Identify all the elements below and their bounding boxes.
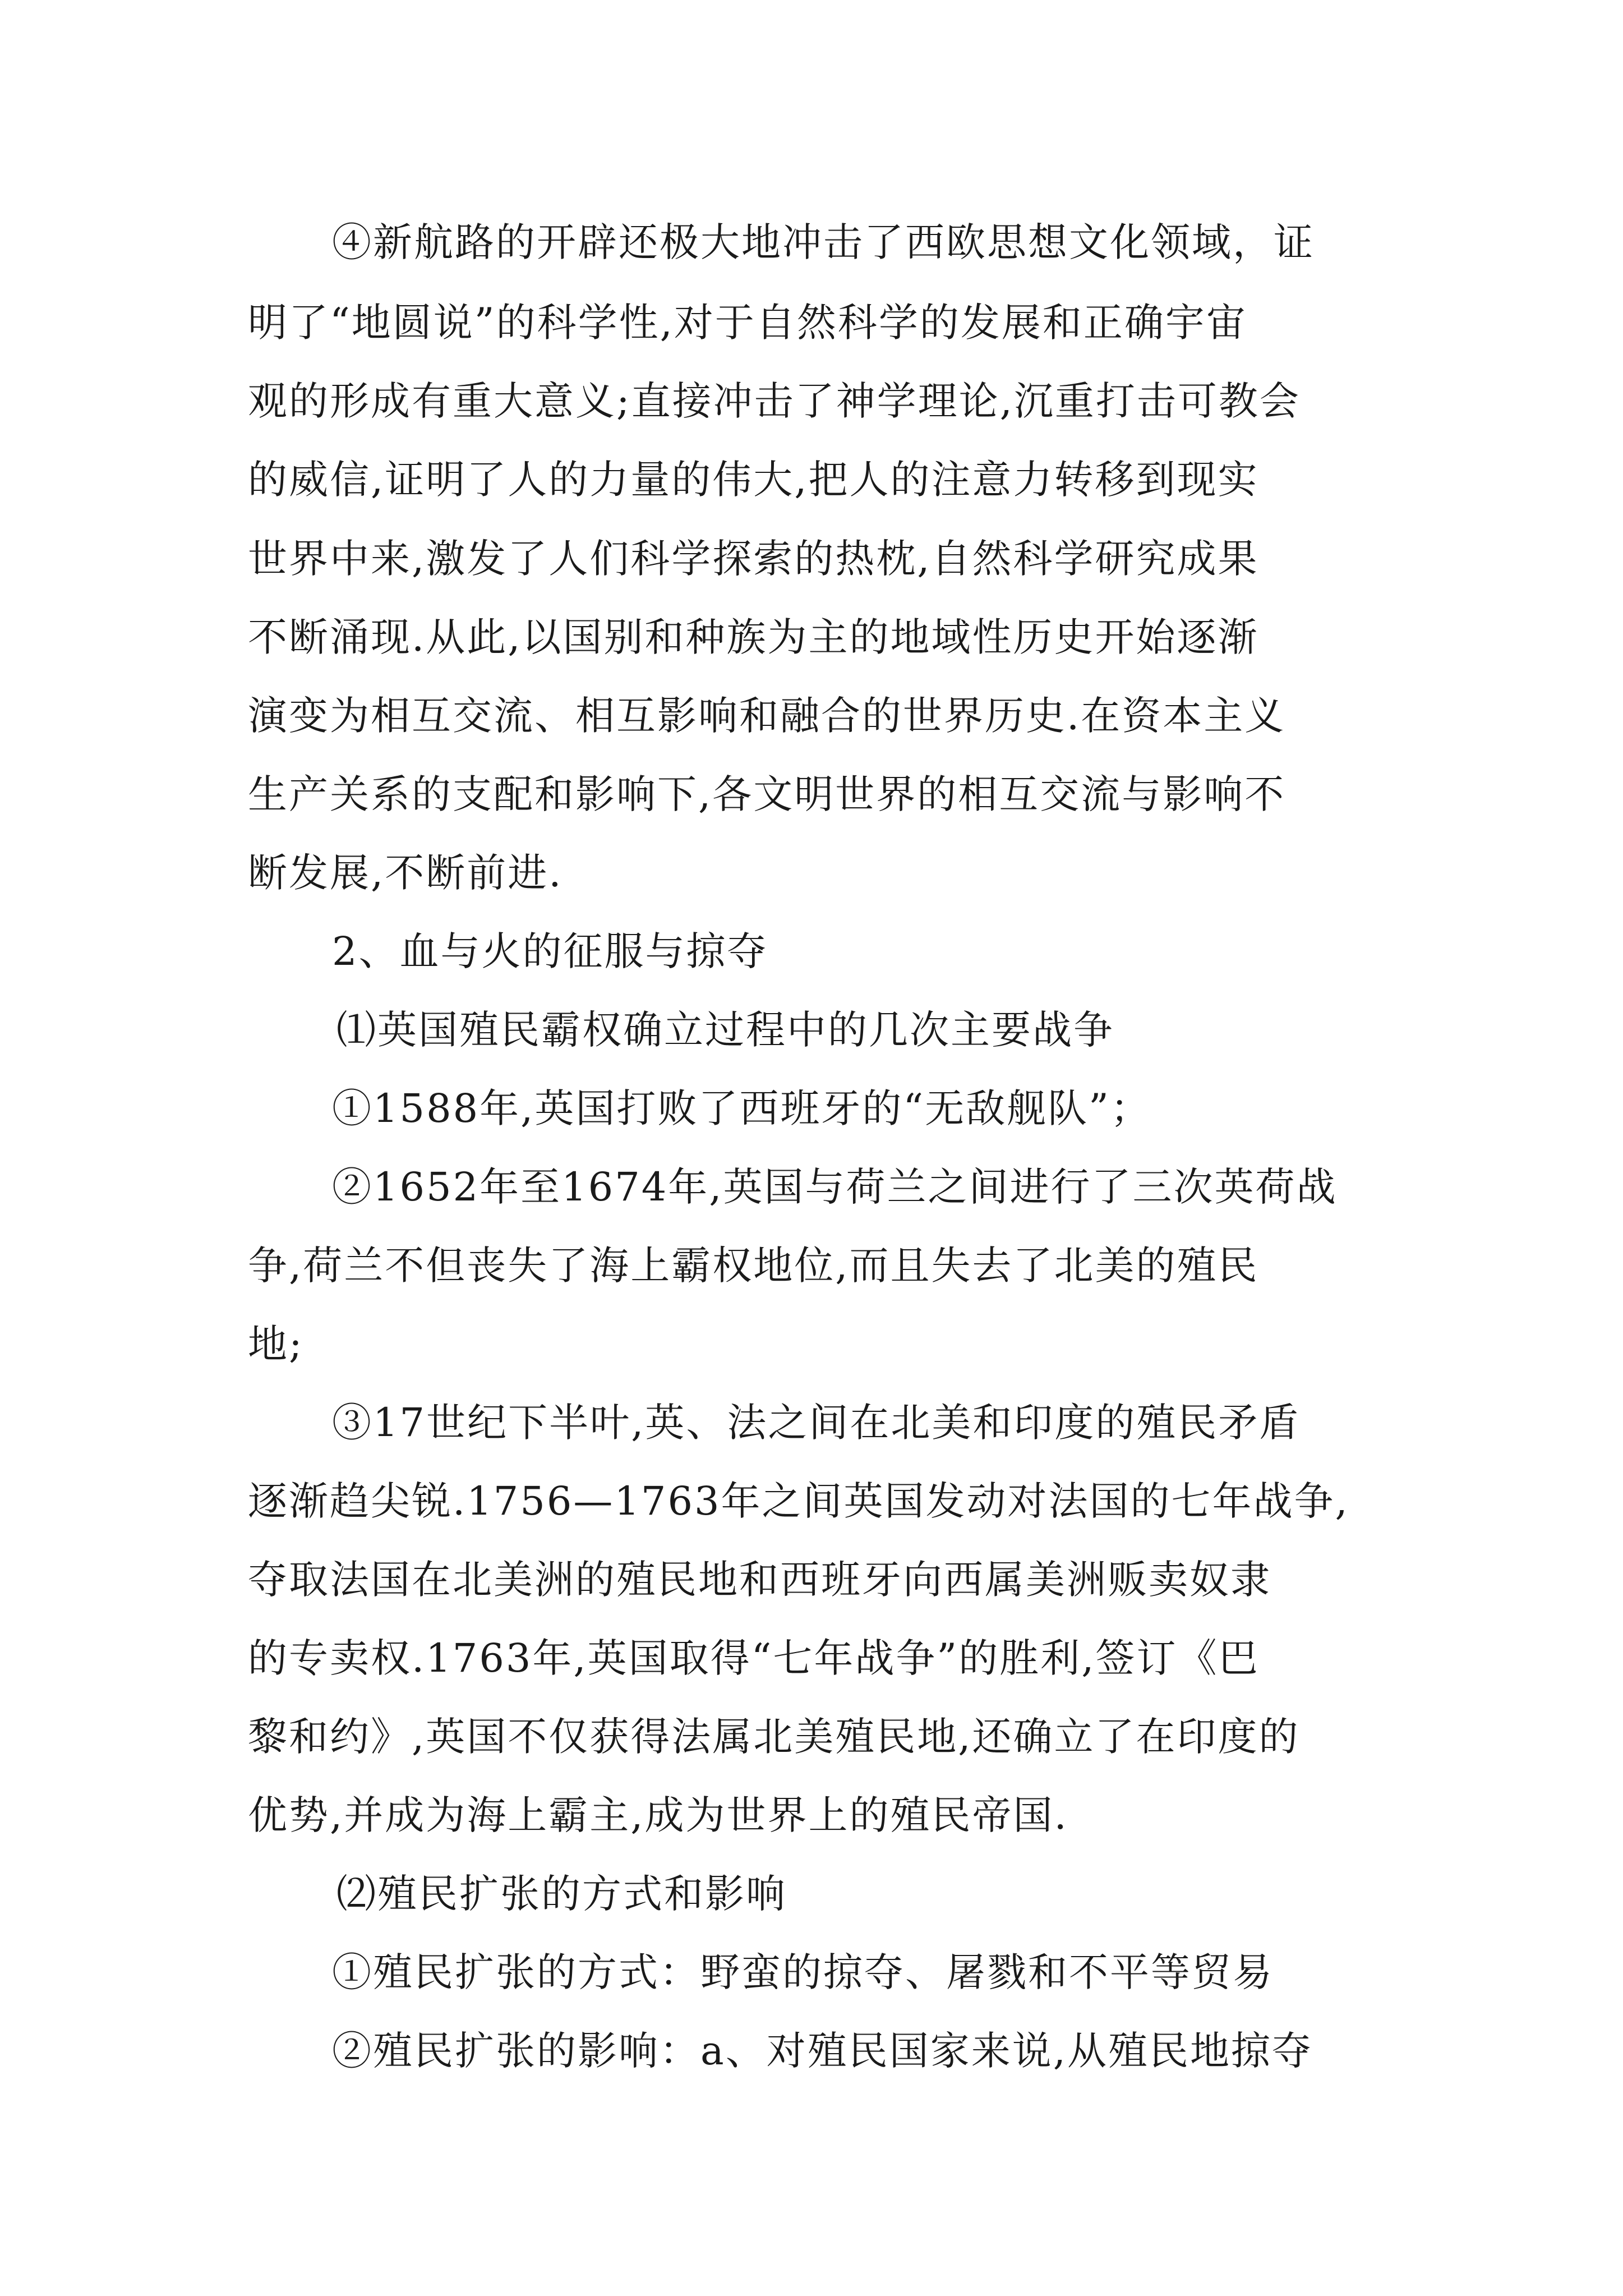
paragraph-line: ②殖民扩张的影响：a、对殖民国家来说,从殖民地掠夺	[332, 2028, 1313, 2074]
paragraph-line: 生产关系的支配和影响下,各文明世界的相互交流与影响不	[248, 771, 1286, 817]
paragraph-line: 演变为相互交流、相互影响和融合的世界历史.在资本主义	[248, 693, 1286, 739]
paragraph-line: ①殖民扩张的方式：野蛮的掠夺、屠戮和不平等贸易	[332, 1949, 1274, 1995]
paragraph-line: ③17世纪下半叶,英、法之间在北美和印度的殖民矛盾	[332, 1400, 1301, 1446]
paragraph-line: 观的形成有重大意义;直接冲击了神学理论,沉重打击可教会	[248, 378, 1301, 424]
paragraph-line: 的专卖权.1763年,英国取得“七年战争”的胜利,签订《巴	[248, 1635, 1260, 1681]
subsection-heading: ⑵殖民扩张的方式和影响	[336, 1871, 787, 1917]
section-heading: 2、血与火的征服与掠夺	[332, 928, 768, 974]
paragraph-line: 断发展,不断前进.	[248, 850, 563, 896]
paragraph-line: 世界中来,激发了人们科学探索的热枕,自然科学研究成果	[248, 536, 1259, 582]
paragraph-line: 争,荷兰不但丧失了海上霸权地位,而且失去了北美的殖民	[248, 1243, 1259, 1289]
paragraph-line: ①1588年,英国打败了西班牙的“无敌舰队”；	[332, 1085, 1151, 1131]
paragraph-line: ④新航路的开辟还极大地冲击了西欧思想文化领域，证	[332, 219, 1315, 265]
paragraph-line: 黎和约》,英国不仅获得法属北美殖民地,还确立了在印度的	[248, 1714, 1300, 1760]
paragraph-line: 夺取法国在北美洲的殖民地和西班牙向西属美洲贩卖奴隶	[248, 1557, 1271, 1603]
subsection-heading: ⑴英国殖民霸权确立过程中的几次主要战争	[336, 1007, 1114, 1053]
paragraph-line: 地;	[248, 1321, 304, 1367]
paragraph-line: 不断涌现.从此,以国别和种族为主的地域性历史开始逐渐	[248, 614, 1259, 660]
paragraph-line: 明了“地圆说”的科学性,对于自然科学的发展和正确宇宙	[248, 300, 1247, 346]
paragraph-line: 的威信,证明了人的力量的伟大,把人的注意力转移到现实	[248, 457, 1259, 503]
paragraph-line: 优势,并成为海上霸主,成为世界上的殖民帝国.	[248, 1792, 1068, 1838]
paragraph-line: ②1652年至1674年,英国与荷兰之间进行了三次英荷战	[332, 1164, 1338, 1210]
paragraph-line: 逐渐趋尖锐.1756—1763年之间英国发动对法国的七年战争,	[248, 1478, 1349, 1524]
